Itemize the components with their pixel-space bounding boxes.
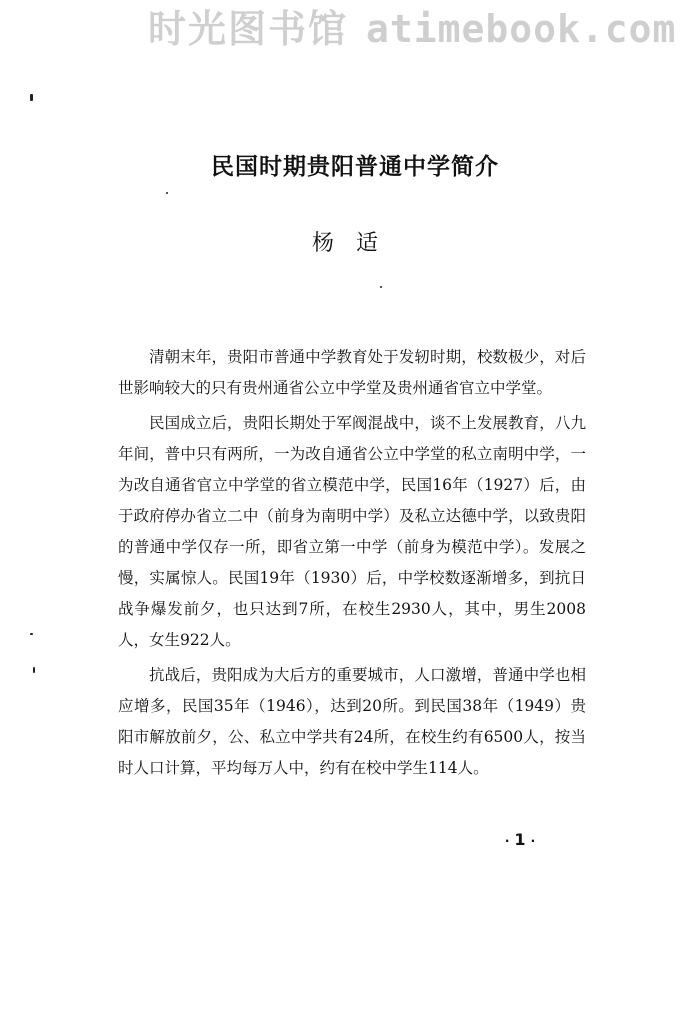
paragraph: 民国成立后，贵阳长期处于军阀混战中，谈不上发展教育，八九年间，普中只有两所，一为改自通省公立中学堂的私立南明中学，一为改自通省官立中学堂的省立模范中学，民国16年（1927）后，由于政府停办省立二中（前身为南明中学）及私立达德中学，以致贵阳的普通中学仅存一所，即省立第一中学（前身为模范中学）。发展之慢，实属惊人。民国19年（1930）后，中学校数逐渐增多，到抗日战争爆发前夕，也只达到7所，在校生2930人，其中，男生2008人，女生922人。 xyxy=(118,414,586,649)
page-number xyxy=(490,828,550,853)
page-number-dot: · xyxy=(530,834,536,848)
article-title: 民国时期贵阳普通中学简介 xyxy=(211,154,499,180)
page-number-value: 1 xyxy=(514,830,526,849)
watermark-site-name: 时光图书馆 xyxy=(148,7,349,51)
paragraph: 清朝末年，贵阳市普通中学教育处于发轫时期，校数极少，对后世影响较大的只有贵州通省公立中学堂及贵州通省官立中学堂。 xyxy=(118,348,586,397)
page-number-dot: · xyxy=(504,834,510,848)
article-author: 杨适 xyxy=(311,231,400,256)
paragraph: 抗战后，贵阳成为大后方的重要城市，人口激增，普通中学也相应增多，民国35年（1946），达到20所。到民国38年（1949）贵阳市解放前夕，公、私立中学共有24所，在校生约有6500人，按当时人口计算，平均每万人中，约有在校中学生114人。 xyxy=(118,666,586,777)
scan-speck xyxy=(166,192,168,194)
article-body xyxy=(118,342,586,788)
scan-speck xyxy=(30,94,33,101)
scan-speck xyxy=(30,633,33,635)
watermark-site-url: atimebook.com xyxy=(366,7,677,51)
watermark xyxy=(148,6,684,52)
scan-speck xyxy=(380,286,382,288)
scan-speck xyxy=(33,667,35,673)
